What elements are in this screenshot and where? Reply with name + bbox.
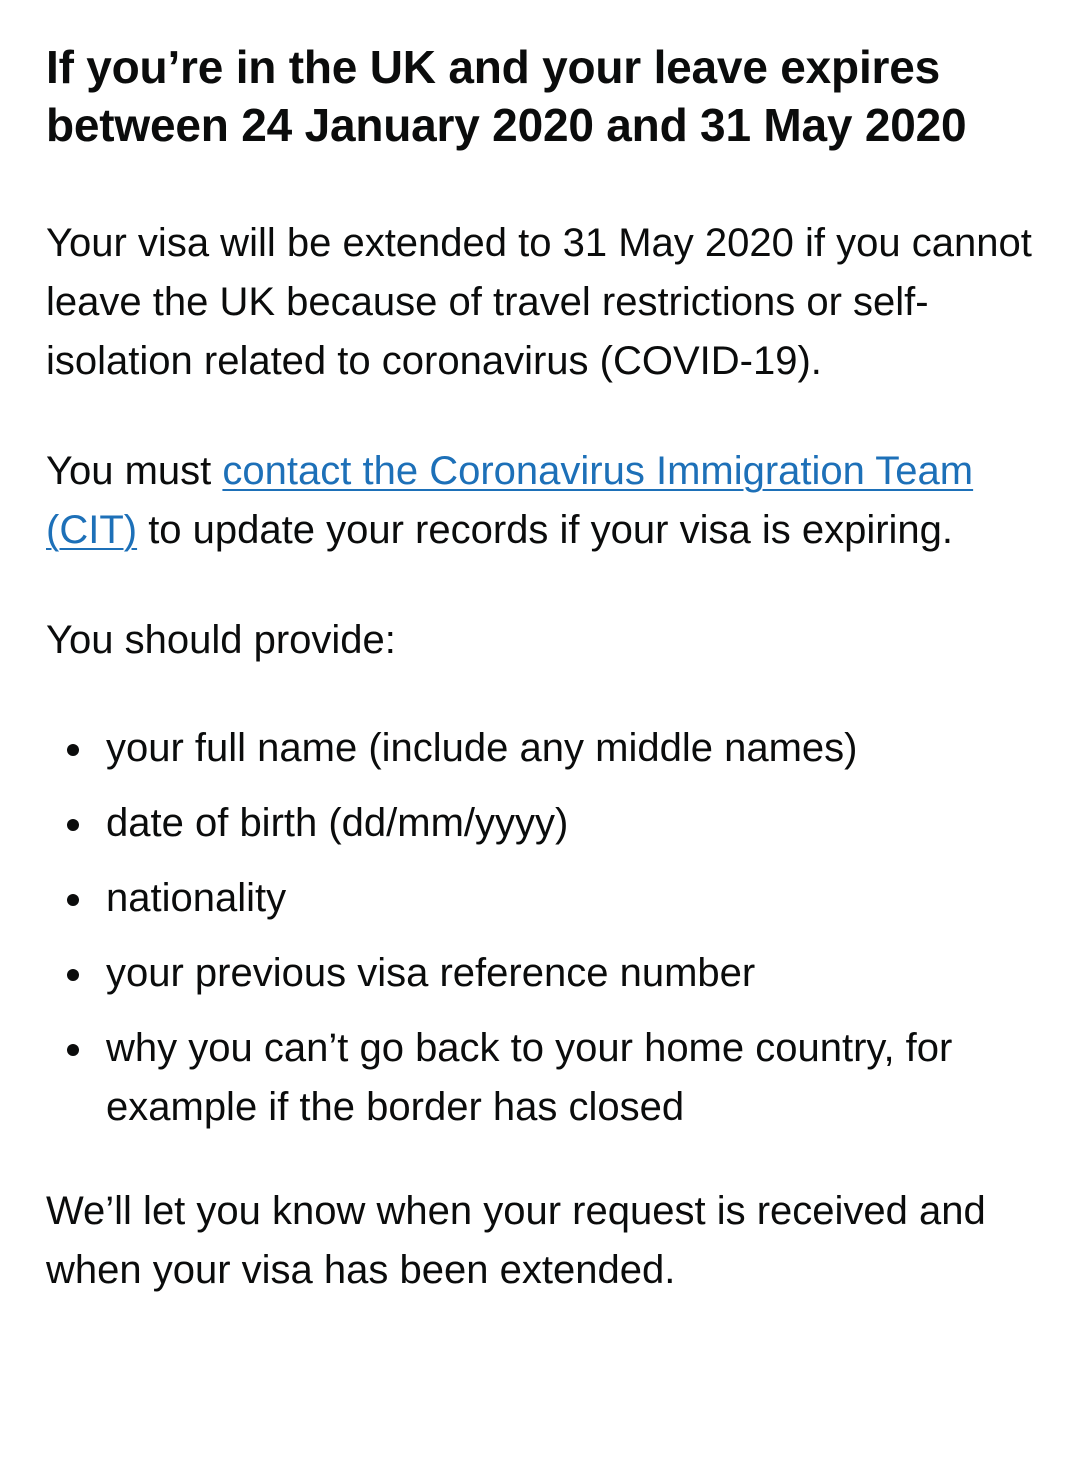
list-item [46, 794, 1034, 853]
bullet-icon [67, 969, 79, 981]
list-item [46, 944, 1034, 1003]
list-item-text: nationality [106, 876, 287, 920]
bullet-icon [67, 1044, 79, 1056]
bullet-icon [67, 819, 79, 831]
contact-text-before: You must [46, 449, 223, 493]
bullet-icon [67, 894, 79, 906]
contact-paragraph [46, 442, 1034, 560]
list-item-text: date of birth (dd/mm/yyyy) [106, 801, 569, 845]
required-info-list [46, 719, 1034, 1137]
list-item [46, 1019, 1034, 1137]
list-item-text: your previous visa reference number [106, 951, 756, 995]
contact-text-after: to update your records if your visa is expiring. [137, 508, 954, 552]
provide-intro: You should provide: [46, 618, 396, 662]
visa-extension-paragraph: Your visa will be extended to 31 May 2020 if you cannot leave the UK because of travel restrictions or self-isolation related to coronavirus (COVID-19). [46, 221, 1032, 383]
list-item [46, 869, 1034, 928]
list-item-text: why you can’t go back to your home country, for example if the border has closed [106, 1026, 953, 1129]
list-item [46, 719, 1034, 778]
section-heading: If you’re in the UK and your leave expires between 24 January 2020 and 31 May 2020 [46, 41, 967, 151]
contact-cit-link[interactable]: contact the Coronavirus Immigration Team (CIT) [46, 449, 974, 552]
bullet-icon [67, 744, 79, 756]
list-item-text: your full name (include any middle names) [106, 726, 858, 770]
confirmation-paragraph: We’ll let you know when your request is received and when your visa has been extended. [46, 1189, 986, 1292]
